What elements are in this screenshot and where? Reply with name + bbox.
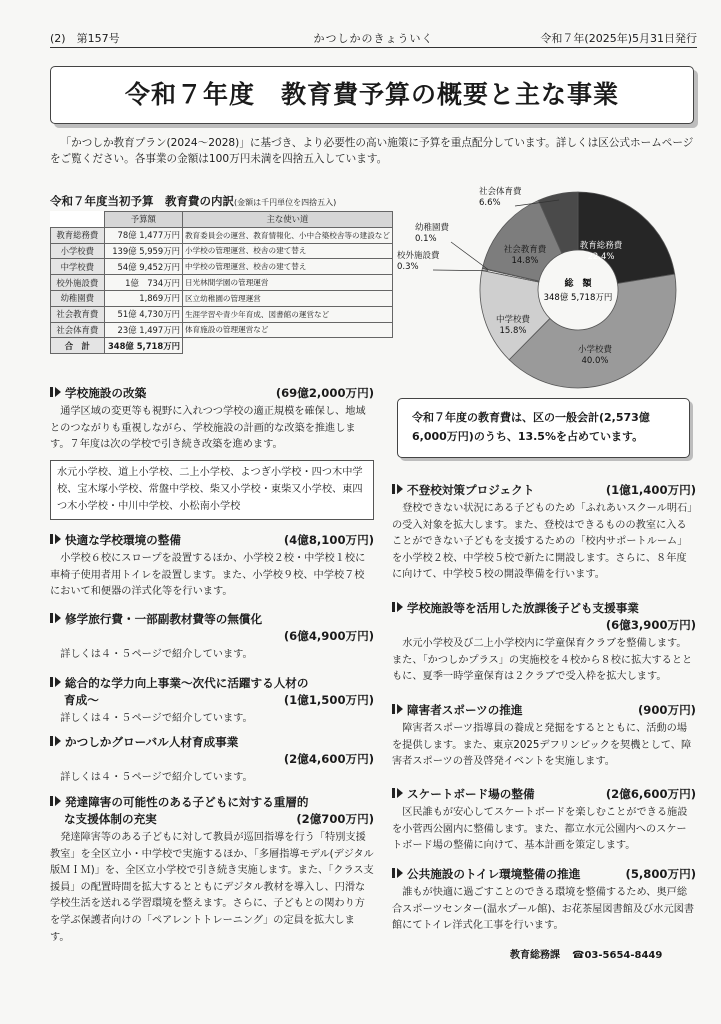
section-marker-icon [50, 735, 62, 747]
section-marker-icon [392, 601, 404, 613]
slice-pct-1: 40.0% [581, 356, 609, 366]
table-row [51, 275, 393, 291]
slice-label-0: 教育総務費 [579, 241, 623, 251]
section-parasports [392, 702, 696, 771]
issue-date: 令和７年(2025年)5月31日発行 [540, 32, 697, 45]
table-row [51, 306, 393, 322]
table-row [51, 243, 393, 259]
slice-pct-5: 14.8% [511, 256, 539, 266]
table-title: 令和７年度当初予算 教育費の内訳(金額は千円単位を四捨五入) [50, 194, 337, 208]
row-amount: 23億 1,497万円 [104, 322, 182, 338]
section-body: 区民誰もが安心してスケートボードを楽しむことができる施設を小菅西公園内に整備します。また、都立水元公園内へのスケートボード場の整備に向けて、基本計画を策定します。 [392, 807, 688, 852]
slice-label-6: 社会体育費 [479, 187, 522, 197]
pie-slice-0 [578, 192, 675, 283]
row-use: 日光林間学園の管理運営 [182, 275, 392, 291]
section-afterschool [392, 600, 696, 686]
section-heading: かつしかグローバル人材育成事業 [50, 734, 374, 751]
donut-center-label: 総 額 [564, 279, 592, 289]
row-name: 幼稚園費 [51, 290, 105, 306]
budget-table [50, 211, 393, 354]
row-use: 中学校の管理運営、校舎の建て替え [182, 259, 392, 275]
table-row [51, 322, 393, 338]
section-marker-icon [50, 795, 62, 807]
section-marker-icon [50, 676, 62, 688]
row-use: 小学校の管理運営、校舎の建て替え [182, 243, 392, 259]
slice-label-3: 校外施設費 [397, 251, 440, 261]
table-corner [51, 212, 105, 228]
row-name: 小学校費 [51, 243, 105, 259]
total-amount: 348億 5,718万円 [104, 338, 182, 354]
section-heading: 総合的な学力向上事業〜次代に活躍する人材の [50, 675, 374, 692]
section-heading-cont: な支援体制の充実 (2億700万円) [64, 812, 374, 826]
section-marker-icon [392, 867, 404, 879]
row-use: 教育委員会の運営、教育情報化、小中合築校舎等の建設など [182, 227, 392, 243]
section-marker-icon [392, 787, 404, 799]
section-body: 通学区域の変更等も視野に入れつつ学校の適正規模を確保し、地域とのつながりも重視しながら、学校施設の計画的な改築を推進します。７年度は次の学校で引き続き改築を進めます。 [50, 406, 366, 451]
row-amount: 1億 734万円 [104, 275, 182, 291]
section-amount: (6億3,900万円) [605, 618, 696, 632]
total-label: 合 計 [51, 338, 105, 354]
section-heading-cont: 育成〜 (1億1,500万円) [64, 693, 374, 707]
section-skatepark [392, 786, 696, 855]
row-name: 校外施設費 [51, 275, 105, 291]
section-heading: 学校施設等を活用した放課後子ども支援事業 [392, 600, 696, 617]
section-body: 小学校６校にスロープを設置するほか、小学校２校・中学校１校に車椅子使用者用トイレを設置します。また、小学校９校、中学校７校において和便器の洋式化等を行います。 [50, 553, 366, 598]
table-row [51, 227, 393, 243]
row-name: 中学校費 [51, 259, 105, 275]
page-title: 令和７年度 教育費予算の概要と主な事業 [124, 80, 619, 109]
table-row [51, 290, 393, 306]
section-amount: (6億4,900万円) [283, 629, 374, 643]
row-name: 教育総務費 [51, 227, 105, 243]
department-name: 教育総務課 [510, 950, 560, 961]
section-body: 誰もが快適に過ごすことのできる環境を整備するため、奥戸総合スポーツセンター(温水プール館)、お花茶屋図書館及び水元図書館にてトイレ洋式化工事を行います。 [392, 887, 695, 932]
slice-pct-4: 0.1% [415, 234, 437, 244]
row-use: 体育施設の管理運営など [182, 322, 392, 338]
slice-pct-3: 0.3% [397, 262, 419, 272]
section-body: 詳しくは４・５ページで紹介しています。 [60, 772, 253, 783]
slice-label-4: 幼稚園費 [415, 223, 450, 233]
section-toilet-upgrade [392, 866, 696, 935]
section-marker-icon [392, 483, 404, 495]
general-account-callout [397, 398, 690, 458]
section-heading: 障害者スポーツの推進 (900万円) [392, 702, 696, 719]
page-header [50, 30, 697, 46]
slice-pct-6: 6.6% [479, 198, 501, 208]
table-row [51, 259, 393, 275]
row-use: 生涯学習や青少年育成、図書館の運営など [182, 306, 392, 322]
slice-label-1: 小学校費 [577, 345, 613, 355]
section-body: 障害者スポーツ指導員の養成と発掘をするとともに、活動の場を提供します。また、東京2025デフリンピックを契機として、障害者スポーツの普及啓発イベントを実施します。 [392, 723, 692, 768]
row-amount: 1,869万円 [104, 290, 182, 306]
leader-line-3 [433, 270, 488, 271]
donut-center-value: 348億 5,718万円 [543, 293, 613, 303]
publication-name: かつしかのきょういく [313, 32, 434, 45]
section-body: 詳しくは４・５ページで紹介しています。 [60, 713, 253, 724]
section-marker-icon [392, 703, 404, 715]
callout-line-1: 令和７年度の教育費は、区の一般会計(2,573億 [412, 411, 650, 424]
column-header-use: 主な使い道 [182, 212, 392, 228]
section-heading: スケートボード場の整備 (2億6,600万円) [392, 786, 696, 803]
row-amount: 51億 4,730万円 [104, 306, 182, 322]
page-number: (2) 第157号 [50, 32, 120, 45]
total-blank [182, 338, 392, 354]
section-marker-icon [50, 533, 62, 545]
section-school-environment [50, 532, 374, 601]
section-amount: (2億4,600万円) [283, 752, 374, 766]
section-academic-ability [50, 675, 374, 728]
contact-footer [510, 946, 662, 961]
section-body: 詳しくは４・５ページで紹介しています。 [60, 649, 253, 660]
section-heading: 発達障害の可能性のある子どもに対する重層的 [50, 794, 374, 811]
section-heading: 不登校対策プロジェクト (1億1,400万円) [392, 482, 696, 499]
title-box [50, 66, 694, 124]
row-name: 社会体育費 [51, 322, 105, 338]
column-header-amount: 予算額 [104, 212, 182, 228]
section-school-rebuild [50, 385, 374, 454]
intro-text: 「かつしか教育プラン(2024〜2028)」に基づき、より必要性の高い施策に予算を重点配分しています。詳しくは区公式ホームページをご覧ください。各事業の金額は100万円未満を四捨五入しています。 [50, 137, 694, 165]
section-marker-icon [50, 386, 62, 398]
section-body: 発達障害等のある子どもに対して教員が巡回指導を行う「特別支援教室」を全区立小・中学校で実施するほか、「多層指導モデル(デジタル版ＭＩＭ)」を、全区立小学校で引き続き実施します。また、「クラス支援員」の配置時間を拡大するとともにデジタル教材を導入し、円滑な学校生活を送れる学習環境を整えます。さらに、子どもとの関わり方を学ぶ保護者向けの「ペアレントトレーニング」の定員を拡大します。 [50, 832, 374, 943]
section-heading: 快適な学校環境の整備 (4億8,100万円) [50, 532, 374, 549]
section-heading: 学校施設の改築 (69億2,000万円) [50, 385, 374, 402]
row-amount: 139億 5,959万円 [104, 243, 182, 259]
section-body: 登校できない状況にある子どものため「ふれあいスクール明石」の受入対象を拡大します。また、登校はできるものの教室に入ることができない子どもを支援するための「校内サポートルーム」を小学校２校、中学校５校で新たに開設します。さらに、８年度に向けて、中学校５校の開設準備を行います。 [392, 503, 693, 581]
leader-line-4 [451, 242, 488, 270]
header-rule [50, 47, 697, 48]
section-free-school-trip [50, 611, 374, 664]
phone-number: ☎03-5654-8449 [572, 950, 663, 961]
slice-pct-0: 22.4% [587, 252, 615, 262]
section-developmental-support [50, 794, 374, 946]
slice-pct-2: 15.8% [499, 326, 527, 336]
section-marker-icon [50, 612, 62, 624]
row-amount: 54億 9,452万円 [104, 259, 182, 275]
row-use: 区立幼稚園の管理運営 [182, 290, 392, 306]
table-body [51, 227, 393, 353]
row-amount: 78億 1,477万円 [104, 227, 182, 243]
callout-line-2: 6,000万円)のうち、13.5%を占めています。 [412, 430, 644, 443]
section-global-talent [50, 734, 374, 787]
section-heading: 公共施設のトイレ環境整備の推進 (5,800万円) [392, 866, 696, 883]
slice-label-2: 中学校費 [495, 315, 531, 325]
section-truancy [392, 482, 696, 584]
row-name: 社会教育費 [51, 306, 105, 322]
slice-label-5: 社会教育費 [503, 245, 547, 255]
table-header-row [51, 212, 393, 228]
section-heading: 修学旅行費・一部副教材費等の無償化 [50, 611, 374, 628]
section-body: 水元小学校及び二上小学校内に学童保育クラブを整備します。また、「かつしかプラス」の実施校を４校から８校に拡大するとともに、夏季一時学童保育は２クラブで受入枠を拡大します。 [392, 638, 693, 683]
table-total-row [51, 338, 393, 354]
schools-list-box: 水元小学校、道上小学校、二上小学校、よつぎ小学校・四つ木中学校、宝木塚小学校、常盤中学校、柴又小学校・東柴又小学校、東四つ木小学校・中川中学校、小松南小学校 [50, 460, 374, 520]
